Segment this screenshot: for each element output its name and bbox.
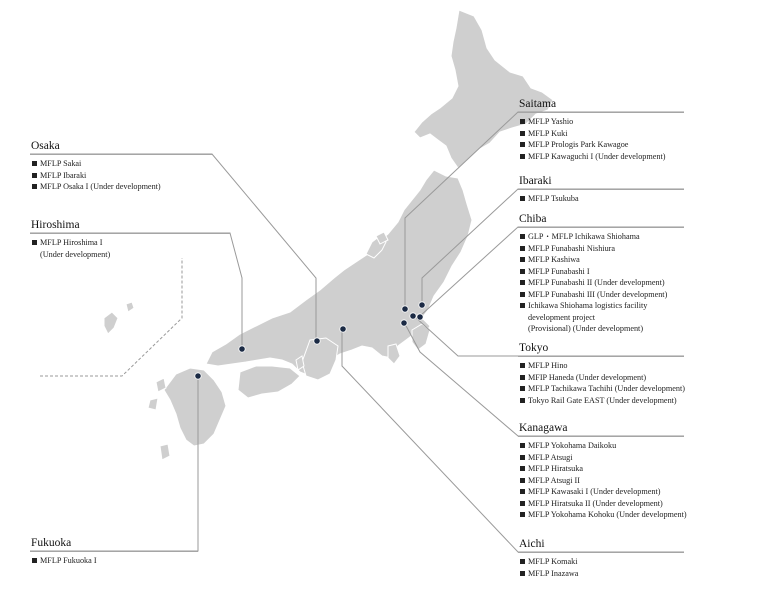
region-kanagawa — [518, 421, 687, 521]
region-title: Osaka — [30, 139, 212, 155]
facility-list — [30, 555, 198, 567]
region-title: Kanagawa — [518, 421, 684, 437]
izu-peninsula — [388, 344, 400, 364]
region-hiroshima — [30, 218, 230, 260]
facility-list — [518, 116, 684, 162]
facility-item: MFLP Osaka I (Under development) — [30, 181, 212, 193]
facility-item: MFLP Yokohama Kohoku (Under development) — [518, 509, 684, 521]
region-title: Fukuoka — [30, 536, 198, 552]
facility-item: Tokyo Rail Gate EAST (Under development) — [518, 395, 684, 407]
marker-chiba — [417, 314, 423, 320]
facility-item: MFLP Hiroshima I (Under development) — [30, 237, 230, 260]
facility-item: MFLP Hino — [518, 360, 684, 372]
facility-item: MFLP Tachikawa Tachihi (Under development) — [518, 383, 684, 395]
marker-hiroshima — [239, 346, 245, 352]
region-ibaraki — [518, 174, 684, 205]
facility-item: MFLP Hiratsuka II (Under development) — [518, 498, 684, 510]
facility-item: MFLP Atsugi — [518, 452, 684, 464]
facility-item: MFLP Funabashi I — [518, 266, 684, 278]
facility-list — [518, 193, 684, 205]
facility-item: MFLP Funabashi II (Under development) — [518, 277, 684, 289]
facility-list — [30, 237, 230, 260]
marker-saitama — [402, 306, 408, 312]
facility-list — [518, 440, 687, 521]
facility-item: MFLP Tsukuba — [518, 193, 684, 205]
region-title: Tokyo — [518, 341, 684, 357]
marker-tokyo — [410, 313, 416, 319]
region-fukuoka — [30, 536, 198, 567]
region-osaka — [30, 139, 212, 193]
region-title: Ibaraki — [518, 174, 684, 190]
facility-item: MFLP Fukuoka I — [30, 555, 198, 567]
region-chiba — [518, 212, 684, 335]
facility-item: MFLP Kawaguchi I (Under development) — [518, 151, 684, 163]
facility-item: MFIP Haneda (Under development) — [518, 372, 684, 384]
facility-list — [30, 158, 212, 193]
facility-item: MFLP Funabashi Nishiura — [518, 243, 684, 255]
facility-item: MFLP Prologis Park Kawagoe — [518, 139, 684, 151]
marker-fukuoka — [195, 373, 201, 379]
region-title: Aichi — [518, 537, 684, 553]
region-title: Chiba — [518, 212, 684, 228]
region-title: Saitama — [518, 97, 684, 113]
marker-aichi — [340, 326, 346, 332]
facility-item: MFLP Hiratsuka — [518, 463, 684, 475]
facility-item: MFLP Funabashi III (Under development) — [518, 289, 684, 301]
facility-item: MFLP Kuki — [518, 128, 684, 140]
facility-item: MFLP Atsugi II — [518, 475, 684, 487]
region-saitama — [518, 97, 684, 162]
region-tokyo — [518, 341, 684, 406]
kyushu-landmass — [164, 368, 226, 446]
marker-kanagawa — [401, 320, 407, 326]
facility-item: MFLP Ibaraki — [30, 170, 212, 182]
region-aichi — [518, 537, 684, 579]
facility-item: MFLP Yokohama Daikoku — [518, 440, 684, 452]
marker-osaka — [314, 338, 320, 344]
honshu-landmass — [206, 170, 472, 376]
region-title: Hiroshima — [30, 218, 230, 234]
facility-item: MFLP Komaki — [518, 556, 684, 568]
facility-item: GLP・MFLP Ichikawa Shiohama — [518, 231, 684, 243]
facility-item: MFLP Inazawa — [518, 568, 684, 580]
facility-list — [518, 556, 684, 579]
facility-item: MFLP Sakai — [30, 158, 212, 170]
facility-list — [518, 360, 684, 406]
facility-list — [518, 231, 684, 335]
facility-item: MFLP Kashiwa — [518, 254, 684, 266]
facility-item: Ichikawa Shiohama logistics facility development project (Provisional) (Under development) — [518, 300, 684, 335]
facility-item: MFLP Yashio — [518, 116, 684, 128]
marker-ibaraki — [419, 302, 425, 308]
shikoku-landmass — [238, 366, 300, 398]
facility-item: MFLP Kawasaki I (Under development) — [518, 486, 684, 498]
okinawa-inset — [104, 302, 134, 334]
